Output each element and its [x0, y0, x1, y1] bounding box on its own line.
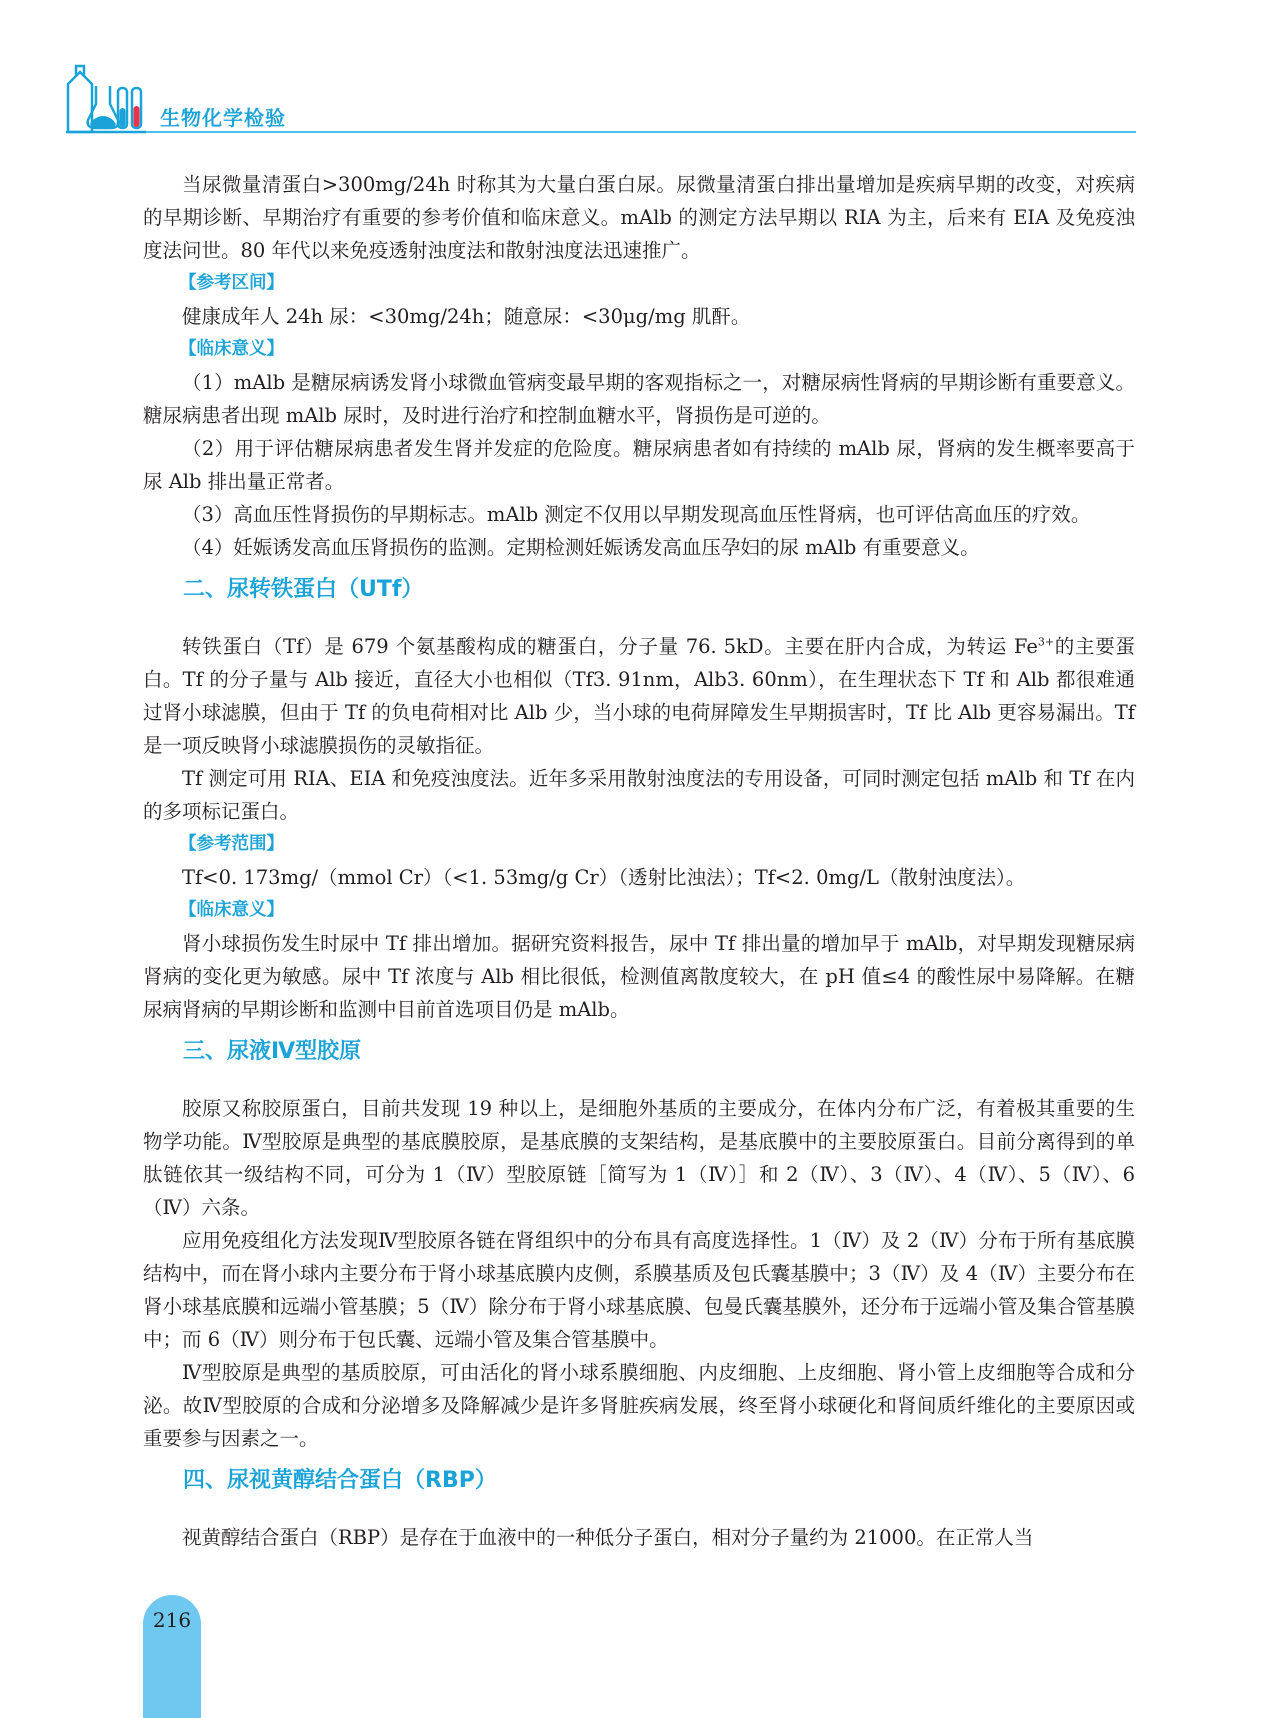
- list-item: （2）用于评估糖尿病患者发生肾并发症的危险度。糖尿病患者如有持续的 mAlb 尿，肾病的发生概率要高于尿 Alb 排出量正常者。: [143, 437, 1135, 493]
- header-divider: [146, 131, 1136, 133]
- reference-range-tag: 【参考范围】: [179, 834, 284, 854]
- clinical-significance-tag: 【临床意义】: [179, 900, 284, 920]
- page-header: [0, 0, 1275, 140]
- page-number: 216: [152, 1608, 192, 1632]
- paragraph: 健康成年人 24h 尿：<30mg/24h；随意尿：<30μg/mg 肌酐。: [182, 305, 751, 328]
- section-heading: 四、尿视黄醇结合蛋白（RBP）: [183, 1468, 497, 1493]
- paragraph: Tf 测定可用 RIA、EIA 和免疫浊度法。近年多采用散射浊度法的专用设备，可同时测定包括 mAlb 和 Tf 在内的多项标记蛋白。: [143, 767, 1135, 823]
- text-span: 转铁蛋白（Tf）是 679 个氨基酸构成的糖蛋白，分子量 76. 5kD。主要在肝内合成，为转运 Fe: [182, 635, 1038, 658]
- page-content: [143, 168, 1135, 1554]
- section-heading: 二、尿转铁蛋白（UTf）: [183, 577, 424, 602]
- list-item: （3）高血压性肾损伤的早期标志。mAlb 测定不仅用以早期发现高血压性肾病，也可评估高血压的疗效。: [182, 503, 1091, 526]
- paragraph: [143, 630, 1135, 762]
- paragraph: Tf<0. 173mg/（mmol Cr）（<1. 53mg/g Cr）（透射比浊法）；Tf<2. 0mg/L（散射浊度法）。: [182, 866, 1026, 889]
- clinical-significance-tag: 【临床意义】: [179, 339, 284, 359]
- paragraph: 胶原又称胶原蛋白，目前共发现 19 种以上，是细胞外基质的主要成分，在体内分布广泛，有着极其重要的生物学功能。Ⅳ型胶原是典型的基底膜胶原，是基底膜的支架结构，是基底膜中的主要胶原蛋白。目前分离得到的单肽链依其一级结构不同，可分为 1（Ⅳ）型胶原链［简写为 1（Ⅳ）］和 2（Ⅳ）、3（Ⅳ）、4（Ⅳ）、5（Ⅳ）、6（Ⅳ）六条。: [143, 1097, 1135, 1219]
- list-item: （1）mAlb 是糖尿病诱发肾小球微血管病变最早期的客观指标之一，对糖尿病性肾病的早期诊断有重要意义。糖尿病患者出现 mAlb 尿时，及时进行治疗和控制血糖水平，肾损伤是可逆的。: [143, 371, 1135, 427]
- lab-glassware-icon: [66, 62, 146, 134]
- paragraph: 肾小球损伤发生时尿中 Tf 排出增加。据研究资料报告，尿中 Tf 排出量的增加早于 mAlb，对早期发现糖尿病肾病的变化更为敏感。尿中 Tf 浓度与 Alb 相比很低，检测值离散度较大，在 pH 值≤4 的酸性尿中易降解。在糖尿病肾病的早期诊断和监测中目前首选项目仍是 mAlb。: [143, 932, 1135, 1021]
- reference-interval-tag: 【参考区间】: [179, 273, 284, 293]
- paragraph: Ⅳ型胶原是典型的基质胶原，可由活化的肾小球系膜细胞、内皮细胞、上皮细胞、肾小管上皮细胞等合成和分泌。故Ⅳ型胶原的合成和分泌增多及降解减少是许多肾脏疾病发展，终至肾小球硬化和肾间质纤维化的主要原因或重要参与因素之一。: [143, 1361, 1135, 1450]
- superscript: 3+: [1037, 635, 1055, 649]
- paragraph: 应用免疫组化方法发现Ⅳ型胶原各链在肾组织中的分布具有高度选择性。1（Ⅳ）及 2（Ⅳ）分布于所有基底膜结构中，而在肾小球内主要分布于肾小球基底膜内皮侧，系膜基质及包氏囊基膜中；3（Ⅳ）及 4（Ⅳ）主要分布在肾小球基底膜和远端小管基膜；5（Ⅳ）除分布于肾小球基底膜、包曼氏囊基膜外，还分布于远端小管及集合管基膜中；而 6（Ⅳ）则分布于包氏囊、远端小管及集合管基膜中。: [143, 1229, 1135, 1351]
- section-heading: 三、尿液Ⅳ型胶原: [183, 1039, 362, 1064]
- list-item: （4）妊娠诱发高血压肾损伤的监测。定期检测妊娠诱发高血压孕妇的尿 mAlb 有重要意义。: [182, 536, 980, 559]
- paragraph: 当尿微量清蛋白>300mg/24h 时称其为大量白蛋白尿。尿微量清蛋白排出量增加是疾病早期的改变，对疾病的早期诊断、早期治疗有重要的参考价值和临床意义。mAlb 的测定方法早期以 RIA 为主，后来有 EIA 及免疫浊度法问世。80 年代以来免疫透射浊度法和散射浊度法迅速推广。: [143, 173, 1135, 262]
- running-header-title: 生物化学检验: [160, 106, 286, 130]
- paragraph: 视黄醇结合蛋白（RBP）是存在于血液中的一种低分子蛋白，相对分子量约为 21000。在正常人当: [182, 1526, 1034, 1549]
- text-span: 的主要蛋白。Tf 的分子量与 Alb 接近，直径大小也相似（Tf3. 91nm，Alb3. 60nm），在生理状态下 Tf 和 Alb 都很难通过肾小球滤膜，但由于 Tf 的负电荷相对比 Alb 少，当小球的电荷屏障发生早期损害时，Tf 比 Alb 更容易漏出。Tf 是一项反映肾小球滤膜损伤的灵敏指征。: [143, 635, 1135, 757]
